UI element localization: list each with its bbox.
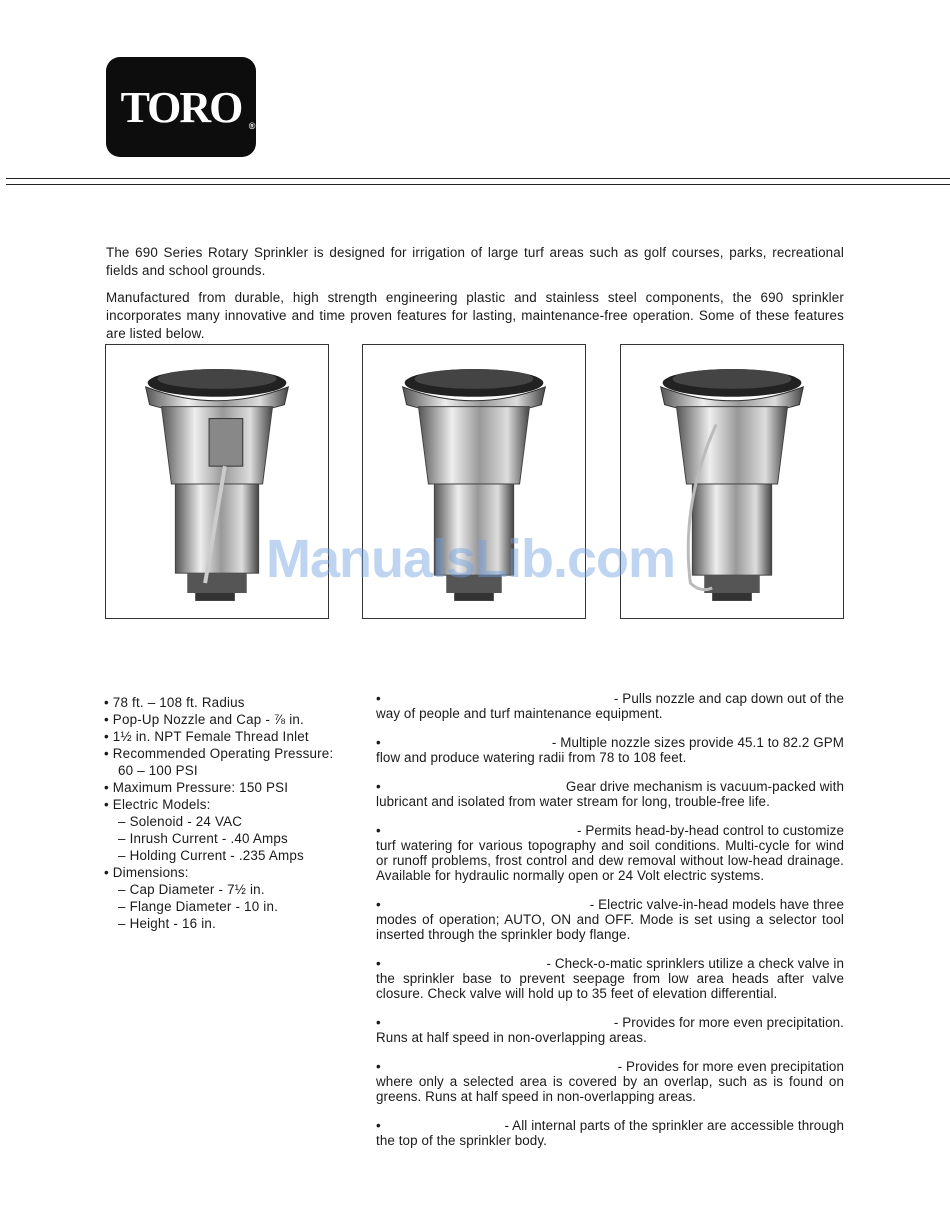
spec-item: • Recommended Operating Pressure: 60 – 100 PSI (104, 746, 334, 778)
feature-bullet: • (376, 691, 381, 706)
features-list (376, 691, 844, 1148)
spec-item: • Pop-Up Nozzle and Cap - ⅞ in. (104, 712, 304, 727)
logo-wordmark: TORO ® (120, 82, 256, 132)
spec-item: – Solenoid - 24 VAC (118, 814, 243, 829)
feature-description-start: - Check-o-matic sprinklers utilize a check valve in (546, 956, 844, 971)
spec-item: • Dimensions: (104, 865, 189, 880)
spec-item: • 1½ in. NPT Female Thread Inlet (104, 729, 309, 744)
header-rule-bottom (6, 184, 950, 185)
feature-item (376, 1015, 844, 1045)
spec-item: – Inrush Current - .40 Amps (118, 831, 288, 846)
feature-bullet: • (376, 956, 381, 971)
feature-bullet: • (376, 735, 381, 750)
feature-item (376, 691, 844, 721)
feature-description-rest: modes of operation; AUTO, ON and OFF. Mode is set using a selector tool inserted through the sprinkler body flange. (376, 912, 844, 942)
feature-description-start: - Permits head-by-head control to customize (576, 823, 844, 838)
feature-bullet: • (376, 779, 381, 794)
intro-paragraph-1: The 690 Series Rotary Sprinkler is designed for irrigation of large turf areas such as golf courses, parks, recreational fields and school grounds. (106, 245, 844, 278)
feature-description-start: - Electric valve-in-head models have three (589, 897, 844, 912)
feature-description-start: - Pulls nozzle and cap down out of the (613, 691, 844, 706)
feature-description-rest: the top of the sprinkler body. (376, 1133, 547, 1148)
feature-description-rest: the sprinkler base to prevent seepage from low area heads after valve closure. Check valve will hold up to 35 feet of elevation differential. (376, 971, 844, 1001)
feature-description-rest: turf watering for various topography and soil conditions. Multi-cycle for wind or runoff problems, frost control and dew removal without low-head drainage. Available for hydraulic normally open or 24 Volt electric systems. (376, 838, 844, 883)
spec-item: • 78 ft. – 108 ft. Radius (104, 695, 245, 710)
spec-item: • Electric Models: (104, 797, 211, 812)
feature-item (376, 956, 844, 1001)
spec-item: • Maximum Pressure: 150 PSI (104, 780, 289, 795)
feature-description-start: - Provides for more even precipitation. (613, 1015, 844, 1030)
feature-description-rest: lubricant and isolated from water stream for long, trouble-free life. (376, 794, 770, 809)
spec-item: – Flange Diameter - 10 in. (118, 899, 279, 914)
header-rule-top (6, 178, 950, 179)
feature-description-start: - Provides for more even precipitation (617, 1059, 844, 1074)
feature-description-start: Gear drive mechanism is vacuum-packed with (565, 779, 844, 794)
feature-item (376, 1118, 844, 1148)
feature-description-rest: Runs at half speed in non-overlapping areas. (376, 1030, 647, 1045)
feature-bullet: • (376, 1118, 381, 1133)
feature-description-start: - Multiple nozzle sizes provide 45.1 to 82.2 GPM (551, 735, 844, 750)
spec-item: – Height - 16 in. (118, 916, 216, 931)
feature-item (376, 779, 844, 809)
feature-bullet: • (376, 1059, 381, 1074)
toro-logo (106, 57, 256, 157)
registered-mark: ® (248, 120, 256, 131)
feature-bullet: • (376, 897, 381, 912)
spec-item: – Cap Diameter - 7½ in. (118, 882, 265, 897)
feature-item (376, 823, 844, 883)
feature-bullet: • (376, 823, 381, 838)
feature-description-start: - All internal parts of the sprinkler are accessible through (504, 1118, 844, 1133)
feature-item (376, 1059, 844, 1104)
watermark: ManualsLib.com (266, 529, 676, 589)
feature-bullet: • (376, 1015, 381, 1030)
spec-item: – Holding Current - .235 Amps (118, 848, 304, 863)
specifications-list (104, 694, 344, 932)
feature-item (376, 897, 844, 942)
intro-paragraph-2: Manufactured from durable, high strength engineering plastic and stainless steel components, the 690 sprinkler incorporates many innovative and time proven features for lasting, maintenance-free operation. Some of these features are listed below. (106, 290, 844, 341)
feature-description-rest: where only a selected area is covered by an overlap, such as is found on greens. Runs at half speed in non-overlapping areas. (376, 1074, 844, 1104)
feature-description-rest: way of people and turf maintenance equipment. (376, 706, 663, 721)
feature-item (376, 735, 844, 765)
feature-description-rest: flow and produce watering radii from 78 to 108 feet. (376, 750, 687, 765)
